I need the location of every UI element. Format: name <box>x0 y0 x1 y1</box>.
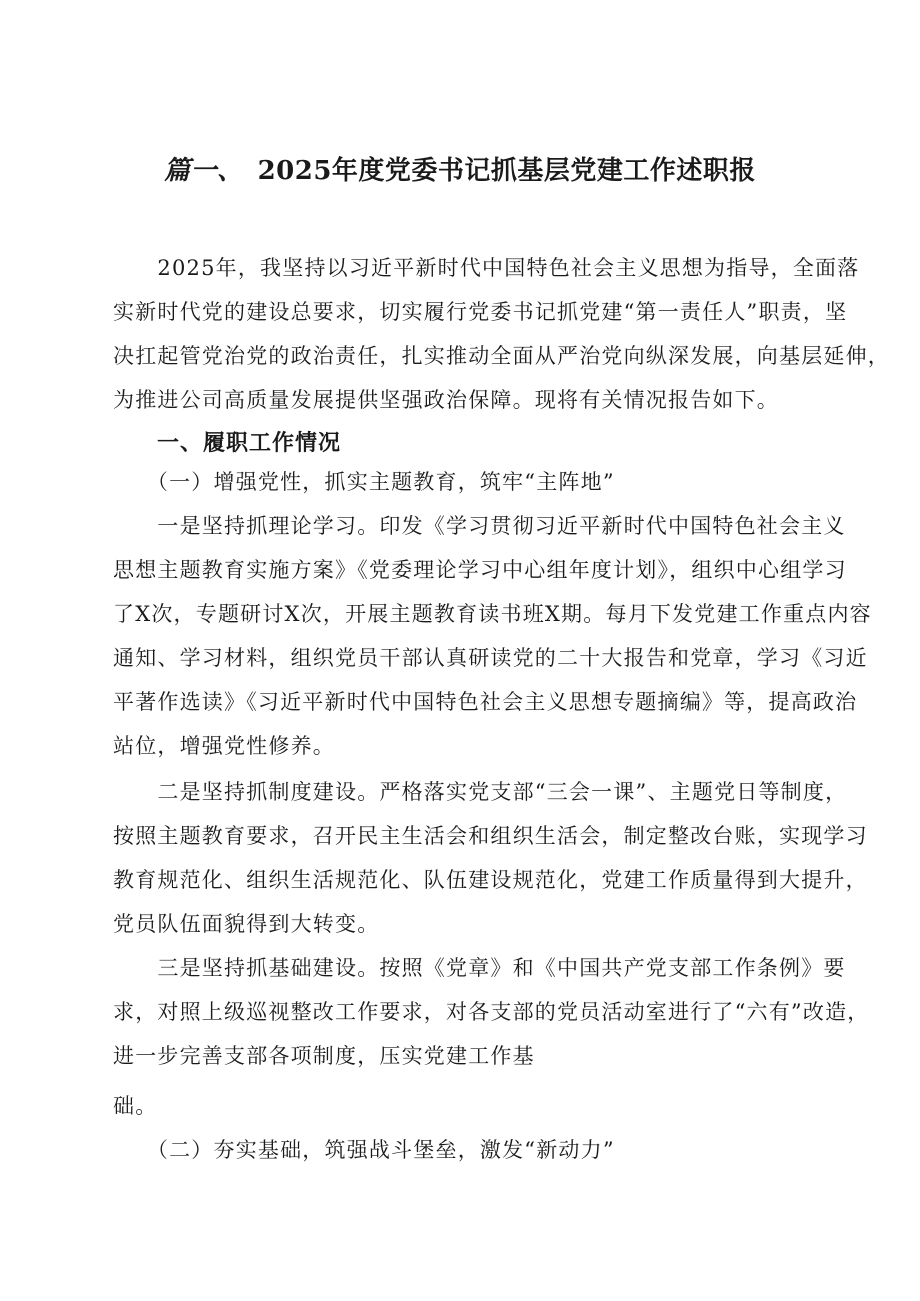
body-line: 教育规范化、组织生活规范化、队伍建设规范化，党建工作质量得到大提升， <box>113 868 868 892</box>
title-prefix: 篇一、 <box>164 156 244 186</box>
body-line: 通知、学习材料，组织党员干部认真研读党的二十大报告和党章，学习《习近 <box>113 646 868 670</box>
body-line: 实新时代党的建设总要求，切实履行党委书记抓党建“第一责任人”职责，坚 <box>113 300 848 324</box>
subsection-heading: （一）增强党性，抓实主题教育，筑牢“主阵地” <box>113 470 615 494</box>
body-line: 二是坚持抓制度建设。严格落实党支部“三会一课”、主题党日等制度， <box>113 780 848 804</box>
body-line: 进一步完善支部各项制度，压实党建工作基 <box>113 1044 535 1068</box>
body-line: 为推进公司高质量发展提供坚强政治保障。现将有关情况报告如下。 <box>113 388 779 412</box>
body-line: 了X次，专题研讨X次，开展主题教育读书班X期。每月下发党建工作重点内容 <box>113 602 872 626</box>
title-text: 2025年度党委书记抓基层党建工作述职报 <box>257 156 756 186</box>
body-line: 一是坚持抓理论学习。印发《学习贯彻习近平新时代中国特色社会主义 <box>113 514 846 538</box>
body-line: 平著作选读》《习近平新时代中国特色社会主义思想专题摘编》等，提高政治 <box>113 690 858 714</box>
subsection-heading: （二）夯实基础，筑强战斗堡垒，激发“新动力” <box>113 1138 615 1162</box>
body-line: 思想主题教育实施方案》《党委理论学习中心组年度计划》，组织中心组学习 <box>113 558 847 582</box>
body-line: 础。 <box>113 1094 158 1118</box>
body-line: 决扛起管党治党的政治责任，扎实推动全面从严治党向纵深发展，向基层延伸， <box>113 344 890 368</box>
body-line: 按照主题教育要求，召开民主生活会和组织生活会，制定整改台账，实现学习 <box>113 824 868 848</box>
body-line: 站位，增强党性修养。 <box>113 734 335 758</box>
body-line: 三是坚持抓基础建设。按照《党章》和《中国共产党支部工作条例》要 <box>113 956 846 980</box>
body-line: 党员队伍面貌得到大转变。 <box>113 912 380 936</box>
document-title <box>0 150 920 187</box>
section-heading: 一、履职工作情况 <box>157 430 342 456</box>
body-line: 求，对照上级巡视整改工作要求，对各支部的党员活动室进行了“六有”改造， <box>113 1000 870 1024</box>
body-line: 2025年，我坚持以习近平新时代中国特色社会主义思想为指导，全面落 <box>113 256 860 280</box>
